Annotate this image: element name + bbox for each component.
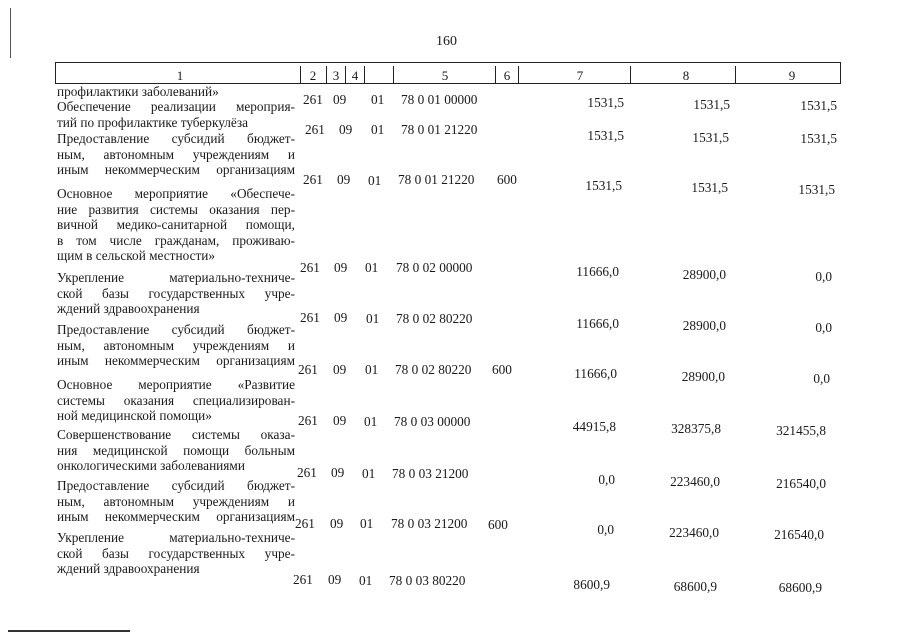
cell-section: 09 xyxy=(333,92,347,107)
cell-subsection: 01 xyxy=(366,311,380,326)
cell-amount-col8: 223460,0 xyxy=(670,474,720,489)
table-row-description xyxy=(57,427,295,474)
cell-ministry-code: 261 xyxy=(295,516,315,531)
header-divider xyxy=(300,66,301,84)
cell-section: 09 xyxy=(339,122,353,137)
header-col-8: 8 xyxy=(682,68,690,83)
header-divider xyxy=(55,62,56,84)
cell-ministry-code: 261 xyxy=(300,260,320,275)
description-line: иным некоммерческим организациям xyxy=(57,509,295,525)
description-line: ждений здравоохранения xyxy=(57,561,200,577)
cell-subsection: 01 xyxy=(371,122,385,137)
description-line: Предоставление субсидий бюджет- xyxy=(57,478,295,493)
cell-subsection: 01 xyxy=(364,414,378,429)
cell-amount-col8: 328375,8 xyxy=(671,421,721,436)
cell-amount-col8: 68600,9 xyxy=(673,579,717,594)
description-line: онкологическими заболеваниями xyxy=(57,458,245,474)
cell-amount-col9: 321455,8 xyxy=(776,423,826,438)
table-row-description xyxy=(57,530,295,577)
cell-amount-col7: 1531,5 xyxy=(585,178,622,193)
table-row-description xyxy=(57,131,295,178)
table-row-description xyxy=(57,270,295,317)
table-row-description xyxy=(57,322,295,369)
description-line: ние развития системы оказания пер- xyxy=(57,201,295,217)
description-line: Основное мероприятие «Обеспече- xyxy=(57,186,295,201)
header-divider xyxy=(364,66,365,84)
table-row-description xyxy=(57,84,295,100)
cell-target-article: 78 0 03 21200 xyxy=(392,466,469,481)
header-divider xyxy=(630,66,631,84)
table-row-description xyxy=(57,377,295,424)
description-line: системы оказания специализирован- xyxy=(57,392,295,408)
cell-subsection: 01 xyxy=(368,173,382,188)
header-divider xyxy=(326,66,327,84)
cell-target-article: 78 0 01 21220 xyxy=(401,122,478,137)
cell-ministry-code: 261 xyxy=(303,92,323,107)
cell-amount-col9: 216540,0 xyxy=(776,476,826,491)
cell-ministry-code: 261 xyxy=(297,465,317,480)
header-divider xyxy=(345,66,346,84)
cell-amount-col7: 8600,9 xyxy=(573,577,610,592)
description-line: ния медицинской помощи больным xyxy=(57,442,295,458)
cell-amount-col9: 0,0 xyxy=(815,269,832,284)
description-line: Совершенствование системы оказа- xyxy=(57,427,295,442)
cell-ministry-code: 261 xyxy=(293,572,313,587)
description-line: Обеспечение реализации мероприя- xyxy=(57,99,295,114)
cell-target-article: 78 0 03 00000 xyxy=(394,414,471,429)
cell-section: 09 xyxy=(331,465,345,480)
cell-expense-type: 600 xyxy=(492,362,512,377)
header-col-9: 9 xyxy=(788,68,796,83)
cell-ministry-code: 261 xyxy=(298,413,318,428)
description-line: ской базы государственных учре- xyxy=(57,545,295,561)
cell-target-article: 78 0 02 00000 xyxy=(396,260,473,275)
cell-amount-col9: 0,0 xyxy=(815,320,832,335)
header-col-5: 5 xyxy=(441,68,449,83)
cell-amount-col7: 1531,5 xyxy=(587,128,624,143)
description-line: ждений здравоохранения xyxy=(57,301,200,317)
cell-amount-col7: 11666,0 xyxy=(576,264,619,279)
header-col-3: 3 xyxy=(332,68,340,83)
cell-subsection: 01 xyxy=(365,362,379,377)
description-line: профилактики заболеваний» xyxy=(57,84,219,99)
cell-amount-col9: 0,0 xyxy=(813,371,830,386)
cell-ministry-code: 261 xyxy=(303,172,323,187)
cell-amount-col7: 0,0 xyxy=(598,472,615,487)
cell-section: 09 xyxy=(333,413,347,428)
cell-amount-col9: 1531,5 xyxy=(800,131,837,146)
header-col-2: 2 xyxy=(309,68,317,83)
footnote-rule xyxy=(8,630,130,632)
cell-target-article: 78 0 03 21200 xyxy=(391,516,468,531)
header-col-4: 4 xyxy=(351,68,359,83)
cell-amount-col7: 44915,8 xyxy=(572,419,616,434)
description-line: ной медицинской помощи» xyxy=(57,408,212,424)
table-row-description xyxy=(57,99,295,130)
cell-section: 09 xyxy=(337,172,351,187)
cell-ministry-code: 261 xyxy=(305,122,325,137)
cell-amount-col9: 216540,0 xyxy=(774,527,824,542)
cell-section: 09 xyxy=(330,516,344,531)
cell-section: 09 xyxy=(333,362,347,377)
description-line: в том числе гражданам, проживаю- xyxy=(57,232,295,248)
header-divider xyxy=(518,66,519,84)
cell-subsection: 01 xyxy=(359,573,373,588)
cell-section: 09 xyxy=(334,260,348,275)
description-line: ным, автономным учреждениям и xyxy=(57,146,295,162)
description-line: Основное мероприятие «Развитие xyxy=(57,377,295,392)
header-col-7: 7 xyxy=(576,68,584,83)
description-line: ской базы государственных учре- xyxy=(57,285,295,301)
description-line: Предоставление субсидий бюджет- xyxy=(57,322,295,337)
cell-subsection: 01 xyxy=(360,516,374,531)
scan-edge-mark xyxy=(10,8,11,58)
cell-subsection: 01 xyxy=(371,92,385,107)
cell-ministry-code: 261 xyxy=(300,310,320,325)
cell-amount-col8: 1531,5 xyxy=(691,180,728,195)
header-divider xyxy=(393,66,394,84)
cell-amount-col8: 28900,0 xyxy=(681,369,725,384)
cell-amount-col8: 223460,0 xyxy=(669,525,719,540)
description-line: Предоставление субсидий бюджет- xyxy=(57,131,295,146)
table-row-description xyxy=(57,478,295,525)
cell-amount-col7: 11666,0 xyxy=(576,316,619,331)
description-line: ным, автономным учреждениям и xyxy=(57,493,295,509)
description-line: ным, автономным учреждениям и xyxy=(57,337,295,353)
cell-amount-col7: 0,0 xyxy=(597,522,614,537)
cell-amount-col9: 1531,5 xyxy=(800,98,837,113)
cell-target-article: 78 0 02 80220 xyxy=(395,362,472,377)
description-line: Укрепление материально-техниче- xyxy=(57,530,295,545)
description-line: иным некоммерческим организациям xyxy=(57,162,295,178)
cell-amount-col9: 68600,9 xyxy=(778,580,822,595)
cell-target-article: 78 0 01 21220 xyxy=(398,172,475,187)
cell-subsection: 01 xyxy=(362,466,376,481)
cell-expense-type: 600 xyxy=(497,172,517,187)
cell-amount-col8: 28900,0 xyxy=(682,267,726,282)
cell-amount-col8: 1531,5 xyxy=(692,130,729,145)
description-line: щим в сельской местности» xyxy=(57,248,216,264)
cell-amount-col8: 28900,0 xyxy=(682,318,726,333)
page-number: 160 xyxy=(436,34,457,49)
cell-amount-col9: 1531,5 xyxy=(798,182,835,197)
cell-target-article: 78 0 03 80220 xyxy=(389,573,466,588)
header-col-6: 6 xyxy=(503,68,511,83)
table-row-description xyxy=(57,186,295,264)
description-line: вичной медико-санитарной помощи, xyxy=(57,217,295,233)
cell-expense-type: 600 xyxy=(488,517,508,532)
description-line: Укрепление материально-техниче- xyxy=(57,270,295,285)
header-col-1: 1 xyxy=(176,68,184,83)
description-line: тий по профилактике туберкулёза xyxy=(57,114,248,130)
cell-amount-col8: 1531,5 xyxy=(693,97,730,112)
cell-target-article: 78 0 02 80220 xyxy=(396,311,473,326)
header-divider xyxy=(495,66,496,84)
header-top-rule xyxy=(55,62,840,63)
cell-amount-col7: 11666,0 xyxy=(574,366,617,381)
header-divider xyxy=(840,62,841,84)
description-line: иным некоммерческим организациям xyxy=(57,353,295,369)
cell-section: 09 xyxy=(328,572,342,587)
header-divider xyxy=(735,66,736,84)
cell-section: 09 xyxy=(334,310,348,325)
cell-subsection: 01 xyxy=(365,260,379,275)
cell-amount-col7: 1531,5 xyxy=(587,95,624,110)
cell-ministry-code: 261 xyxy=(298,362,318,377)
cell-target-article: 78 0 01 00000 xyxy=(401,92,478,107)
